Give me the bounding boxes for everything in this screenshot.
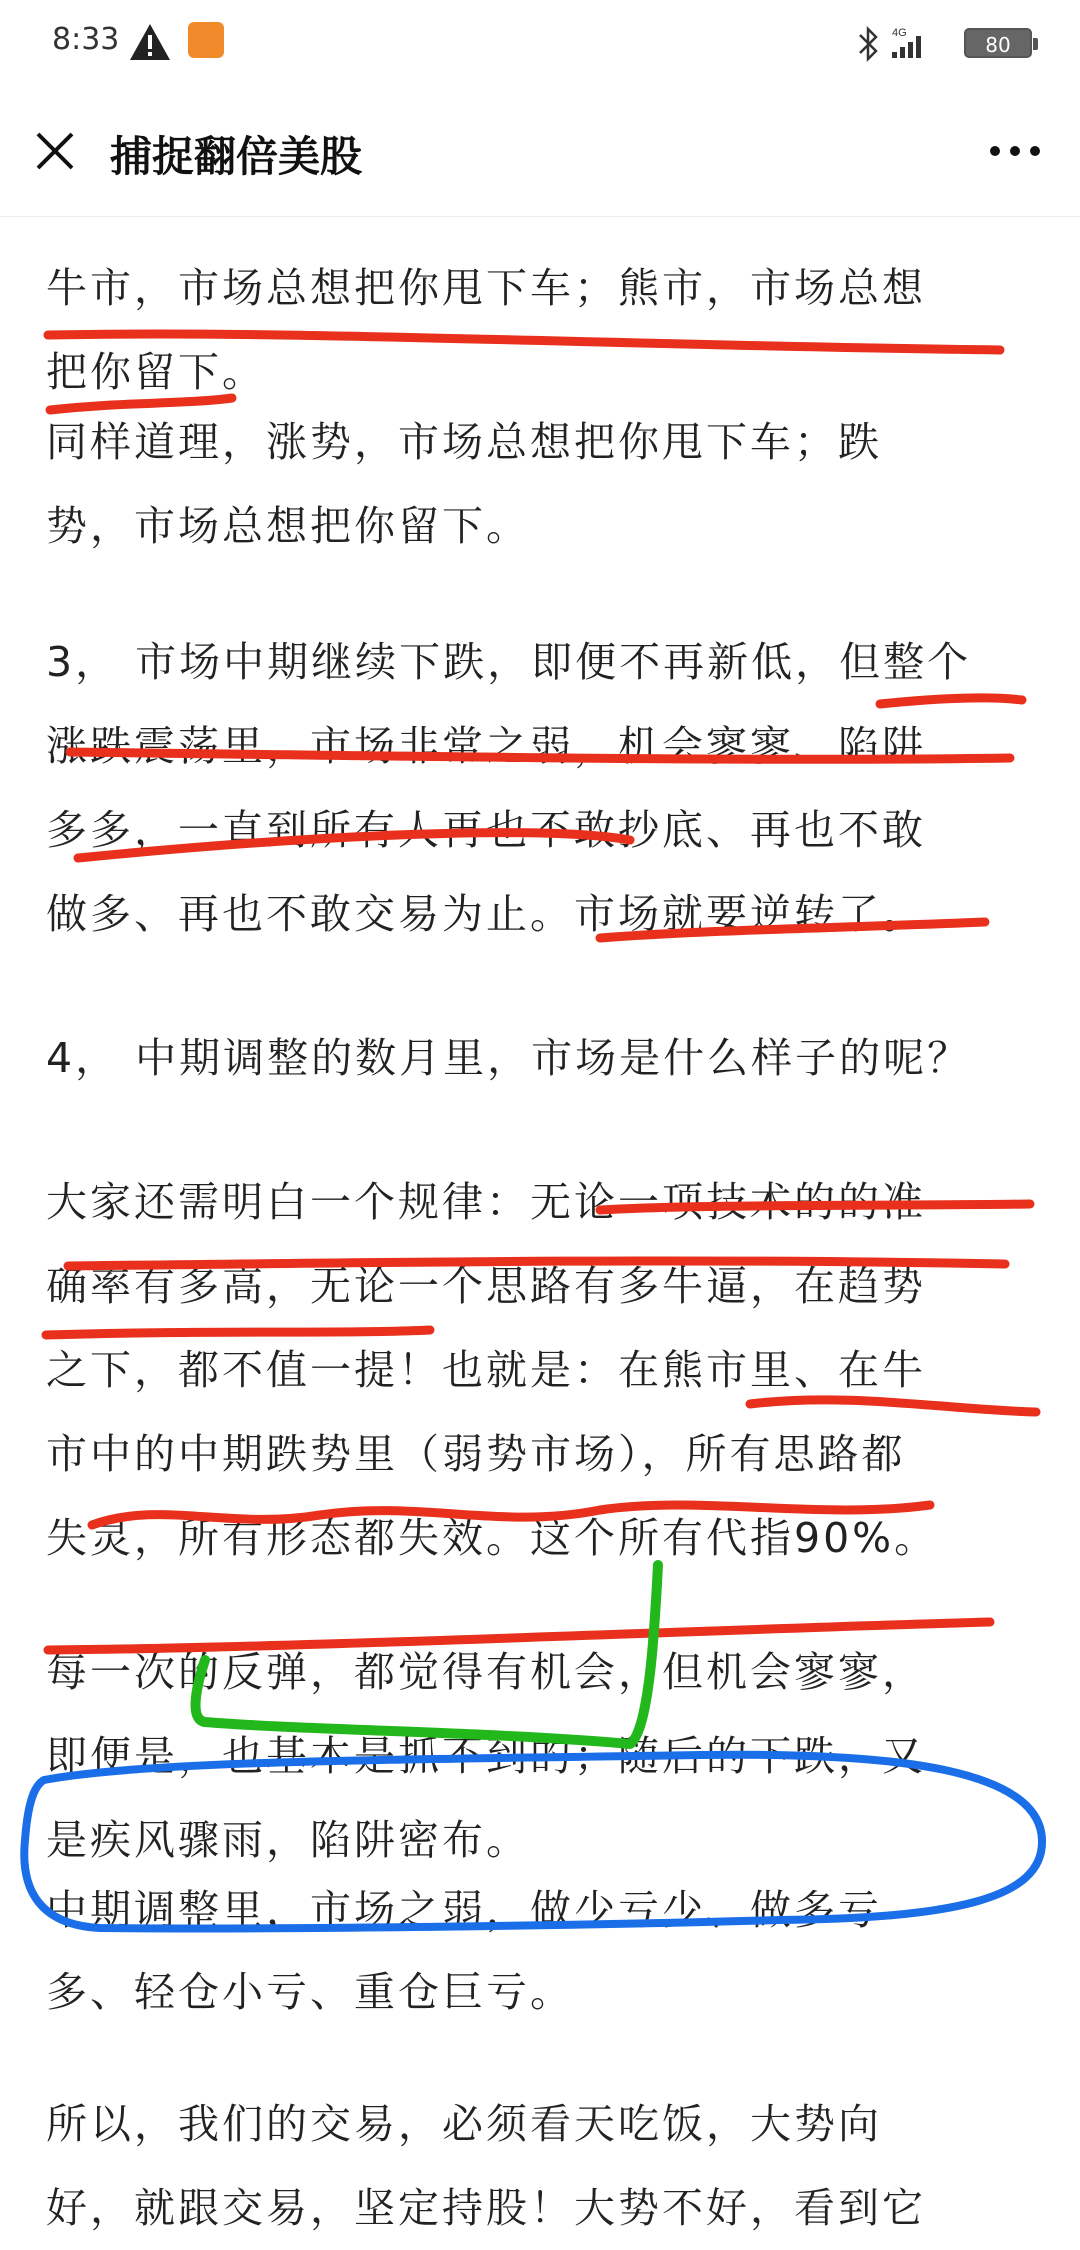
article-line: 涨跌震荡里，市场非常之弱，机会寥寥、陷阱 <box>46 722 926 770</box>
article-line: 同样道理，涨势，市场总想把你甩下车；跌 <box>46 418 882 466</box>
status-bar <box>0 0 1080 88</box>
app-notification-icon <box>188 22 224 58</box>
article-line: 把你留下。 <box>46 348 266 396</box>
nav-bar <box>0 88 1080 217</box>
close-icon[interactable] <box>30 126 80 176</box>
more-icon[interactable] <box>980 126 1050 176</box>
bluetooth-icon <box>856 26 882 62</box>
article-line: 4， 中期调整的数月里，市场是什么样子的呢？ <box>46 1034 972 1082</box>
warning-icon <box>128 22 172 62</box>
article-line: 是疾风骤雨，陷阱密布。 <box>46 1816 530 1864</box>
svg-text:4G: 4G <box>892 27 907 39</box>
article-line: 势，市场总想把你留下。 <box>46 502 530 550</box>
page-title: 捕捉翻倍美股 <box>110 132 363 181</box>
article-line: 失灵，所有形态都失效。这个所有代指90%。 <box>46 1514 939 1562</box>
battery-level: 80 <box>985 33 1011 57</box>
article-line: 3， 市场中期继续下跌，即便不再新低，但整个 <box>46 638 972 686</box>
article-line: 即便是，也基本是抓不到的；随后的下跌，又 <box>46 1732 926 1780</box>
article-body <box>0 216 1080 2232</box>
article-line: 牛市，市场总想把你甩下车；熊市，市场总想 <box>46 264 926 312</box>
battery-icon <box>964 28 1032 58</box>
article-line: 确率有多高，无论一个思路有多牛逼，在趋势 <box>46 1262 926 1310</box>
status-time: 8:33 <box>52 22 120 57</box>
article-line: 好，就跟交易，坚定持股！大势不好，看到它 <box>46 2184 926 2232</box>
article-line: 市中的中期跌势里（弱势市场），所有思路都 <box>46 1430 906 1478</box>
article-line: 中期调整里，市场之弱，做少亏少、做多亏 <box>46 1886 882 1934</box>
article-line: 每一次的反弹，都觉得有机会，但机会寥寥， <box>46 1648 926 1696</box>
article-line: 之下，都不值一提！也就是：在熊市里、在牛 <box>46 1346 926 1394</box>
article-line: 所以，我们的交易，必须看天吃饭，大势向 <box>46 2100 882 2148</box>
article-line: 大家还需明白一个规律：无论一项技术的的准 <box>46 1178 926 1226</box>
article-line: 多、轻仓小亏、重仓巨亏。 <box>46 1968 574 2016</box>
article-line: 做多、再也不敢交易为止。市场就要逆转了。 <box>46 890 926 938</box>
article-line: 多多，一直到所有人再也不敢抄底、再也不敢 <box>46 806 926 854</box>
signal-4g-icon <box>890 24 926 60</box>
